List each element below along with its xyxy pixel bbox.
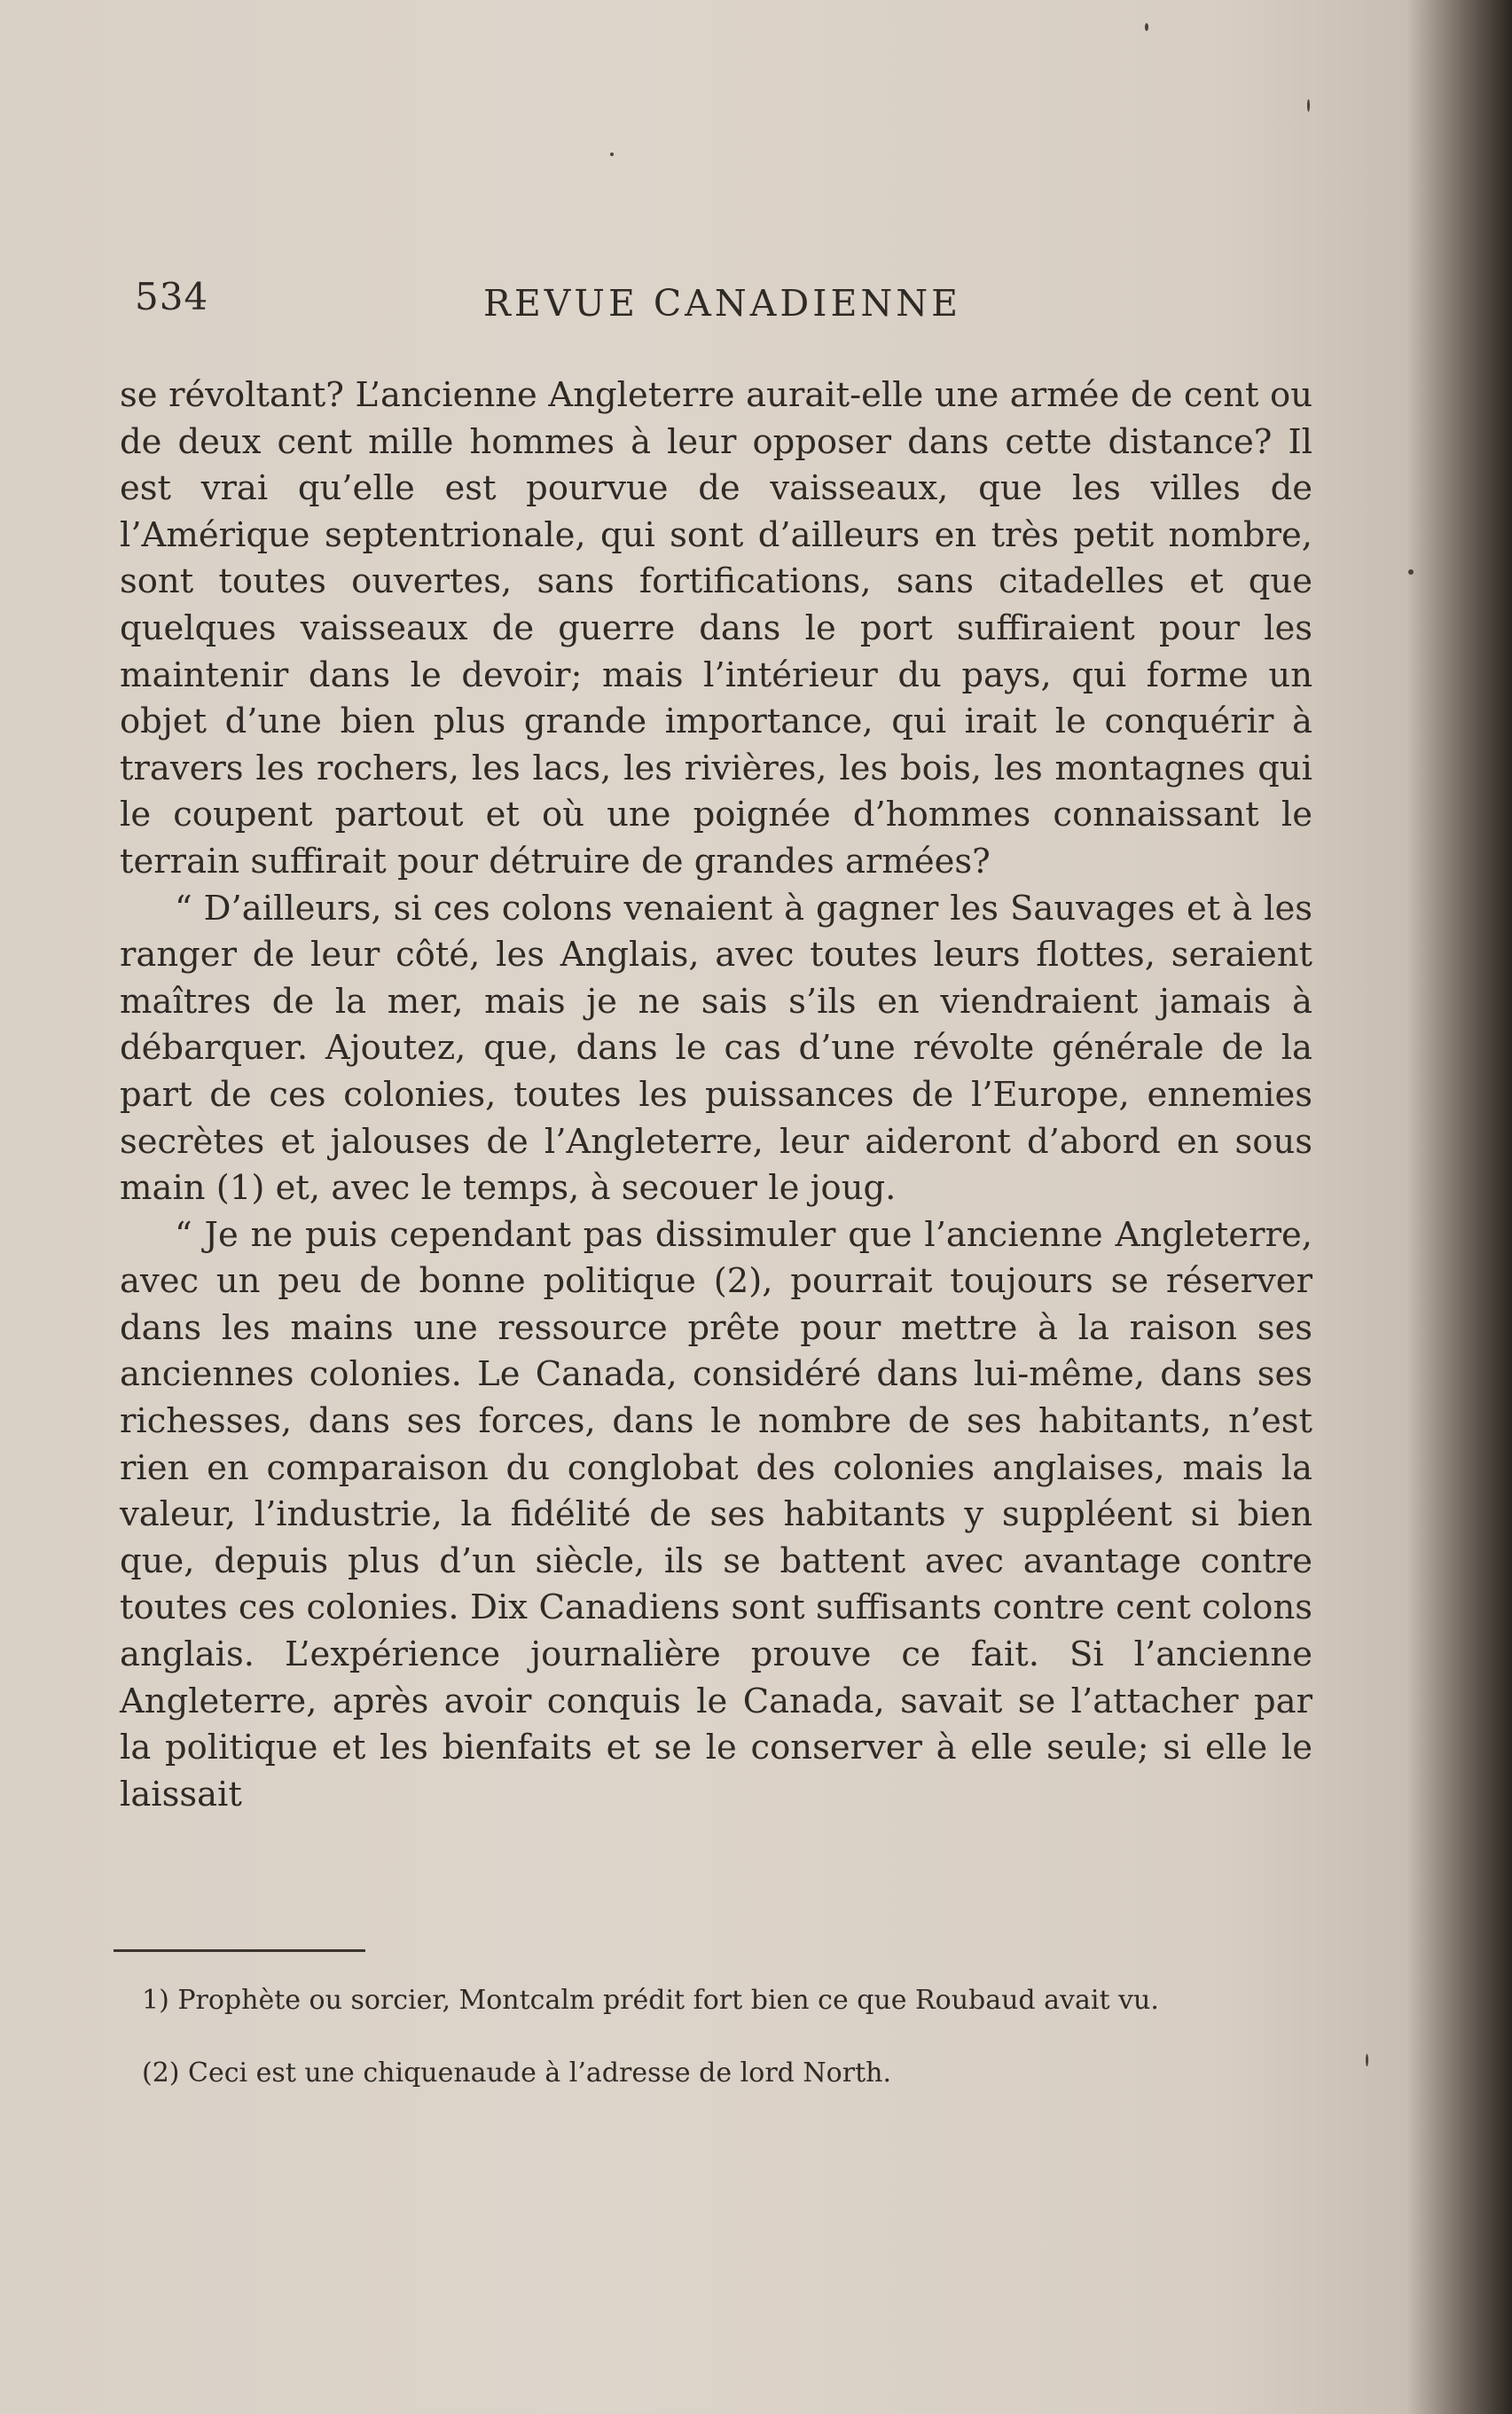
- paragraph-3: “ Je ne puis cependant pas dissimuler que l’ancienne Angleterre, avec un peu de bonne politique (2), pourrait toujours se réserver dans les mains une ressource prête pour mettre à la raison ses anciennes colonies. Le Canada, considéré dans lui-même, dans ses richesses, dans ses forces, dans le nombre de ses habitants, n’est rien en comparaison du conglobat des colonies anglaises, mais la valeur, l’industrie, la fidélité de ses habitants y suppléent si bien que, depuis plus d’un siècle, ils se battent avec avantage contre toutes ces colonies. Dix Canadiens sont suffisants contre cent colons anglais. L’expérience journalière prouve ce fait. Si l’ancienne Angleterre, après avoir conquis le Canada, savait se l’attacher par la politique et les bienfaits et se le conserver à elle seule; si elle le laissait: [120, 1214, 1312, 1814]
- paper-speck: [1408, 569, 1414, 575]
- footnote-2: (2) Ceci est une chiquenaude à l’adresse de lord North.: [142, 2057, 891, 2089]
- paper-speck: [610, 153, 614, 156]
- footnotes: [106, 1985, 1295, 2089]
- body-text: [120, 372, 1312, 1818]
- paper-speck: [1307, 99, 1310, 112]
- paper-speck: [1366, 2054, 1368, 2066]
- footnote-rule: [114, 1949, 365, 1952]
- paragraph-1: se révoltant? L’ancienne Angleterre aurait-elle une armée de cent ou de deux cent mille hommes à leur opposer dans cette distance? Il est vrai qu’elle est pourvue de vaisseaux, que les villes de l’Amérique septentrionale, qui sont d’ailleurs en très petit nombre, sont toutes ouvertes, sans fortifications, sans citadelles et que quelques vaisseaux de guerre dans le port suffiraient pour les maintenir dans le devoir; mais l’intérieur du pays, qui forme un objet d’une bien plus grande importance, qui irait le conquérir à travers les rochers, les lacs, les rivières, les bois, les montagnes qui le coupent partout et où une poignée d’hommes connaissant le terrain suffirait pour détruire de grandes armées?: [120, 375, 1312, 882]
- page-number: 534: [135, 275, 209, 318]
- footnote-1: 1) Prophète ou sorcier, Montcalm prédit fort bien ce que Roubaud avait vu.: [142, 1985, 1159, 2016]
- paper-speck: [1145, 23, 1148, 31]
- paragraph-2: “ D’ailleurs, si ces colons venaient à gagner les Sauvages et à les ranger de leur côté, les Anglais, avec toutes leurs flottes, seraient maîtres de la mer, mais je ne sais s’ils en viendraient jamais à débarquer. Ajoutez, que, dans le cas d’une révolte générale de la part de ces colonies, toutes les puissances de l’Europe, ennemies secrètes et jalouses de l’Angleterre, leur aideront d’abord en sous main (1) et, avec le temps, à secouer le joug.: [120, 888, 1312, 1209]
- running-head: REVUE CANADIENNE: [483, 282, 962, 325]
